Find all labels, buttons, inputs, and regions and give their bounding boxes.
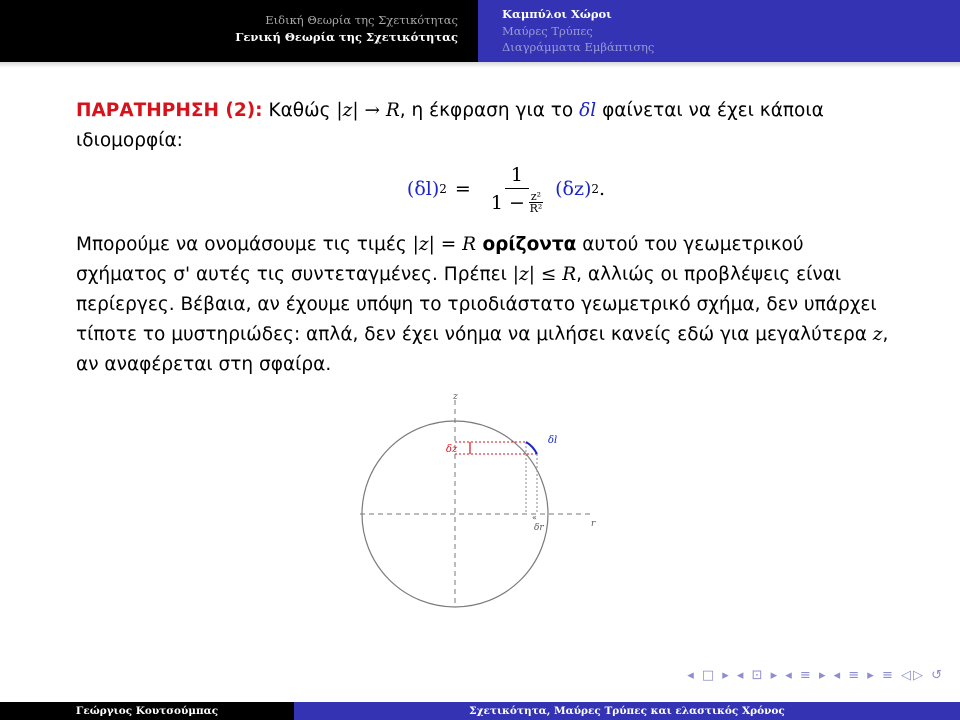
header-subsections <box>478 0 960 62</box>
sphere-cross-section-figure <box>340 385 620 615</box>
eq-lhs-exp: 2 <box>439 182 447 196</box>
r-axis-label: r <box>591 519 596 529</box>
nav-section-general-relativity[interactable]: Γενική Θεωρία της Σχετικότητας <box>235 30 458 44</box>
navigation-icons[interactable]: ◂ □ ▸ ◂ ⊡ ▸ ◂ ≡ ▸ ◂ ≡ ▸ ≡ ◁▷ ↺ <box>687 668 944 683</box>
p1-dl: δl <box>579 100 597 121</box>
p2-abs-z-le-R: |z| ≤ R <box>512 264 577 285</box>
eq-fraction <box>487 164 547 215</box>
p2-text-4: , αν αναφέρεται στη σφαίρα. <box>76 324 889 375</box>
paragraph-horizon <box>76 230 896 380</box>
dl-arc <box>526 442 537 454</box>
dr-label: δr <box>534 523 544 533</box>
z-axis-label: z <box>453 392 458 402</box>
eq-rhs-base: (δz) <box>555 178 592 200</box>
header-sections <box>0 0 478 62</box>
p1-R: R <box>385 100 400 121</box>
dr-arrow-marks: « <box>532 513 537 522</box>
footer-author: Γεώργιος Κουτσούμπας <box>0 702 294 720</box>
eq-den-prefix: 1 − <box>490 191 525 214</box>
nav-subsection-black-holes[interactable]: Μαύρες Τρύπες <box>502 23 593 38</box>
eq-equals: = <box>454 178 471 200</box>
p1-abs-z: |z| <box>336 100 359 121</box>
p2-text-2: αυτού του γεωμετρικού σχήματος σ' αυτές τις συντεταγμένες. Πρέπει <box>76 234 804 285</box>
eq-den-small-num: z² <box>530 190 542 203</box>
nav-section-special-relativity[interactable]: Ειδική Θεωρία της Σχετικότητας <box>265 13 458 27</box>
eq-den-small-fraction <box>529 191 543 214</box>
nav-subsection-curved-spaces[interactable]: Καμπύλοι Χώροι <box>502 7 612 21</box>
p1-arrow: → <box>358 100 386 121</box>
slide-content <box>76 96 896 380</box>
p2-text-3: , αλλιώς οι προβλέψεις είναι περίεργες. Βέβαια, αν έχουμε υπόψη το τριοδιάστατο γεωμετρικό σχήμα, δεν υπάρχει τίποτε το μυστηριώδες: απλά, δεν έχει νόημα να μιλήσει κανείς εδώ για μεγαλύτερα <box>76 264 877 345</box>
footer-title: Σχετικότητα, Μαύρες Τρύπες και ελαστικός Χρόνος <box>294 702 960 720</box>
nav-subsection-embedding-diagrams[interactable]: Διαγράμματα Εμβάπτισης <box>502 40 655 54</box>
dl-label: δl <box>548 435 558 446</box>
equation <box>76 158 896 220</box>
p1-text-2: , η έκφραση για το <box>399 100 580 121</box>
eq-rhs-exp: 2 <box>591 182 600 196</box>
remark-label: ΠΑΡΑΤΗΡΗΣΗ (2): <box>76 100 263 121</box>
eq-numerator: 1 <box>505 164 529 189</box>
p2-text-1: Μπορούμε να ονομάσουμε τις τιμές <box>76 234 413 255</box>
eq-lhs-base: (δl) <box>406 178 440 200</box>
eq-den-small-den: R² <box>529 202 543 215</box>
eq-denominator <box>487 189 547 215</box>
dz-label: δz <box>446 444 458 455</box>
p1-text-1: Καθώς <box>262 100 337 121</box>
beamer-navigation-symbols[interactable] <box>687 668 944 683</box>
p2-bold-horizon: ορίζοντα <box>476 234 577 255</box>
footer-bar <box>0 702 960 720</box>
header-bar <box>0 0 960 62</box>
header-shadow <box>0 62 960 68</box>
eq-period: . <box>599 178 606 200</box>
p2-abs-z-eq-R: |z| = R <box>412 234 477 255</box>
p2-z: z <box>872 324 883 345</box>
paragraph-remark <box>76 96 896 156</box>
p1-text-3: φαίνεται να έχει κάποια ιδιομορφία: <box>76 100 824 151</box>
